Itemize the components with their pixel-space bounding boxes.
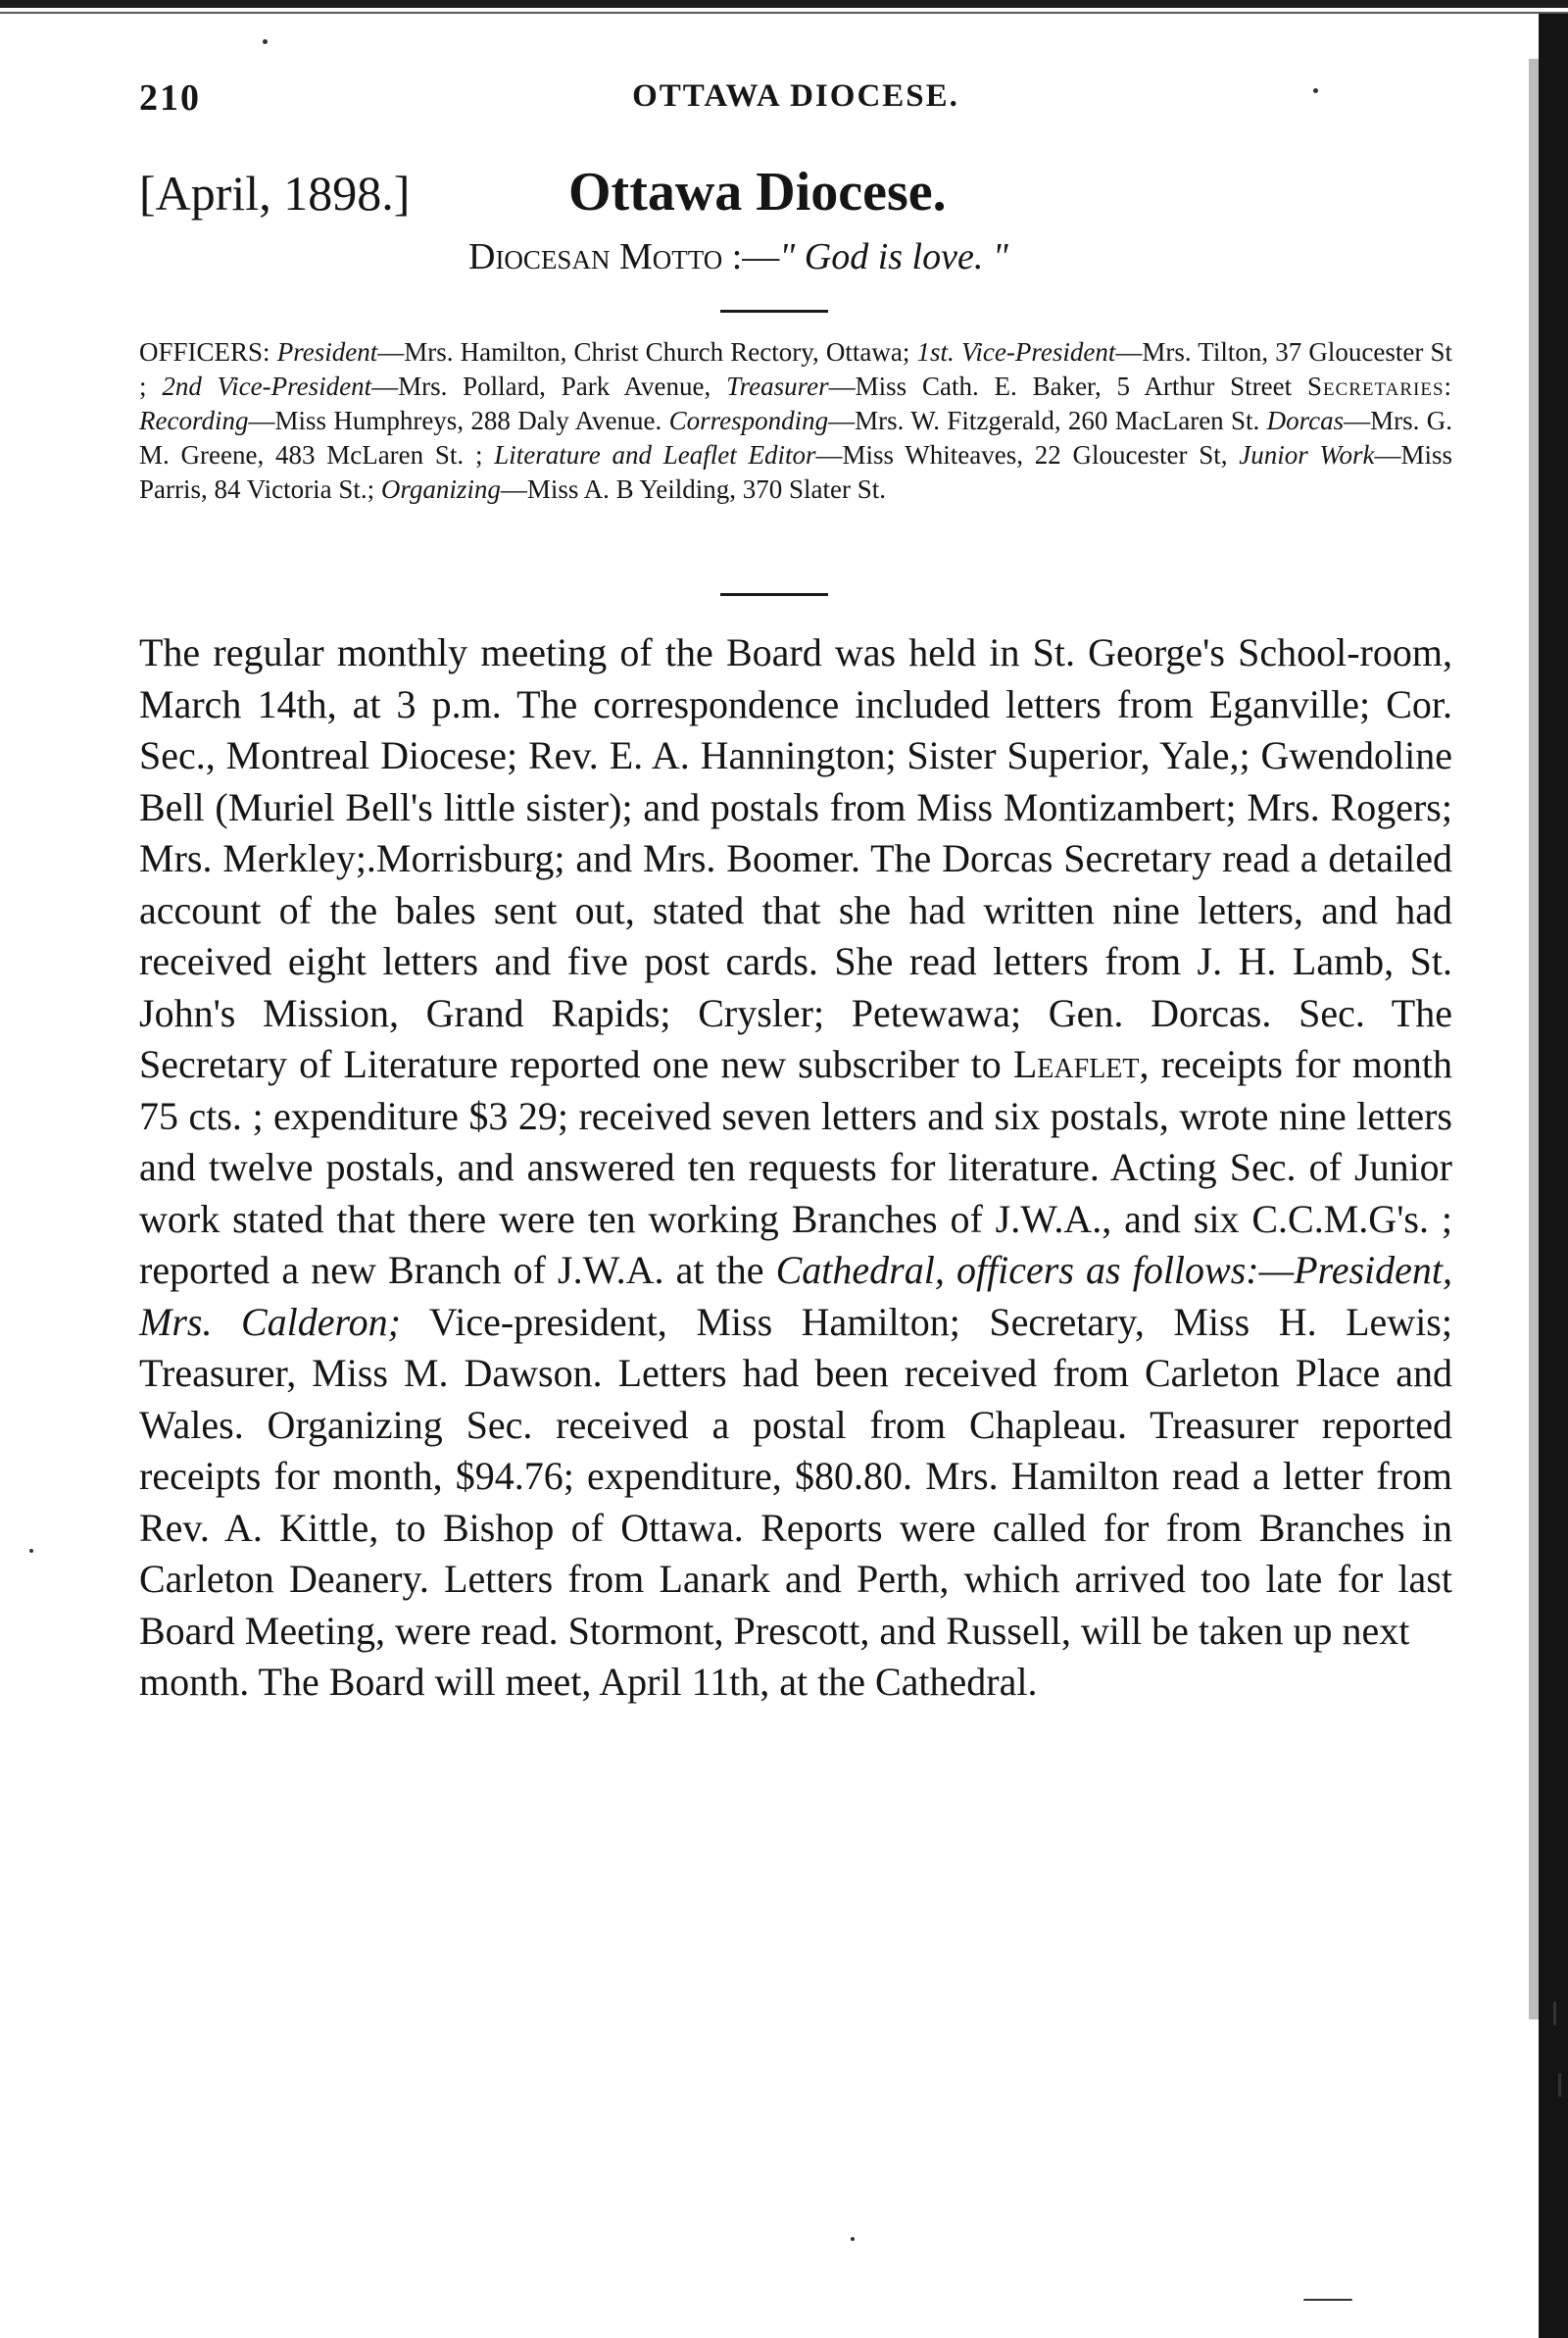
page-number: 210 bbox=[139, 77, 201, 119]
motto-text: " God is love. " bbox=[779, 236, 1008, 277]
diocese-title: Ottawa Diocese. bbox=[568, 162, 947, 223]
scan-speck bbox=[1313, 88, 1318, 93]
officer-title: Corresponding bbox=[668, 406, 829, 435]
officer-entry: —Mrs. Pollard, Park Avenue, bbox=[371, 372, 711, 401]
officers-label: OFFICERS: bbox=[139, 337, 270, 367]
officer-title: Recording bbox=[139, 406, 249, 435]
scan-speck bbox=[851, 2237, 855, 2241]
officer-title: 2nd Vice-President bbox=[162, 372, 372, 401]
motto-label: Diocesan Motto :— bbox=[468, 236, 780, 277]
officer-title: Organizing bbox=[380, 474, 501, 504]
scan-speck bbox=[1558, 2073, 1561, 2097]
report-text: , receipts for month 75 cts. ; expenditure $3 29; received seven letters and six postals, wrote nine letters and twelve postals, and answered ten requests for literature. Acting Sec. of Junior work stated that there were ten working Branches of J.W.A., and six C.C.M.G's. ; reported a new Branch of J.W.A. at the bbox=[139, 1042, 1452, 1292]
scan-top-border bbox=[0, 0, 1568, 8]
divider-rule bbox=[720, 310, 828, 313]
divider-rule bbox=[720, 593, 828, 596]
scan-speck bbox=[1553, 2002, 1556, 2025]
scan-top-line bbox=[0, 12, 1568, 14]
scan-speck bbox=[263, 39, 268, 44]
officer-entry: —Miss A. B Yeilding, 370 Slater St. bbox=[500, 474, 886, 504]
diocesan-motto bbox=[468, 235, 1008, 278]
report-text: The regular monthly meeting of the Board was held in St. George's School-room, March 14th, at 3 p.m. The correspondence included letters from Eganville; Cor. Sec., Montreal Diocese; Rev. E. A. Hannington; Sister Superior, Yale,; Gwendoline Bell (Muriel Bell's little sister); and postals from Miss Montizambert; Mrs. Rogers; Mrs. Merkley;.Morrisburg; and Mrs. Boomer. The Dorcas Secretary read a detailed account of the bales sent out, stated that she had written nine letters, and had received eight letters and five post cards. She read letters from J. H. Lamb, St. John's Mission, Grand Rapids; Crysler; Petewawa; Gen. Dorcas. Sec. The Secretary of Literature reported one new subscriber to bbox=[139, 630, 1452, 1086]
leaflet-name: Leaflet bbox=[1012, 1042, 1140, 1086]
scan-right-edge bbox=[1539, 14, 1568, 2338]
scan-speck bbox=[1303, 2299, 1352, 2301]
officer-entry: —Miss Parris, 84 Victoria St.; bbox=[139, 440, 1453, 504]
report-last-line: month. The Board will meet, April 11th, at the Cathedral. bbox=[139, 1660, 1038, 1704]
officer-entry: —Miss Humphreys, 288 Daly Avenue. bbox=[248, 406, 662, 435]
officers-block bbox=[139, 335, 1452, 507]
report-text: Vice-president, Miss Hamilton; Secretary, Miss H. Lewis; Treasurer, Miss M. Dawson. Letters had been received from Carleton Place and Wales. Organizing Sec. received a postal from Chapleau. Treasurer reported receipts for month, $94.76; expenditure, $80.80. Mrs. Hamilton read a letter from Rev. A. Kittle, to Bishop of Ottawa. Reports were called for from Branches in Carleton Deanery. Letters from Lanark and Perth, which arrived too late for last Board Meeting, were read. Stormont, Prescott, and Russell, will be taken up next bbox=[139, 1299, 1452, 1653]
meeting-report bbox=[139, 627, 1452, 1709]
officer-entry: —Mrs. G. M. Greene, 483 McLaren St. ; bbox=[139, 406, 1452, 470]
officer-entry: —Miss Whiteaves, 22 Gloucester St, bbox=[815, 440, 1228, 470]
dateline: [April, 1898.] bbox=[139, 166, 411, 221]
officer-title: Literature and Leaflet Editor bbox=[494, 440, 816, 470]
officer-entry: —Miss Cath. E. Baker, 5 Arthur Street bbox=[828, 372, 1293, 401]
scan-speck bbox=[29, 1549, 33, 1553]
officer-title: Junior Work bbox=[1239, 440, 1375, 470]
officer-entry: —Mrs. W. Fitzgerald, 260 MacLaren St. bbox=[828, 406, 1260, 435]
secretaries-label: Secretaries: bbox=[1306, 372, 1453, 401]
officer-entry: —Mrs. Hamilton, Christ Church Rectory, Ottawa; bbox=[377, 337, 910, 367]
running-head bbox=[139, 76, 1452, 131]
officer-title: Dorcas bbox=[1266, 406, 1345, 435]
officer-title: President bbox=[276, 337, 378, 367]
report-italic-text: Cathedral, officers as follows:—President, Mrs. Calderon; bbox=[139, 1248, 1452, 1344]
officer-entry: —Mrs. Tilton, 37 Gloucester St ; bbox=[139, 337, 1453, 401]
running-title: OTTAWA DIOCESE. bbox=[632, 78, 959, 114]
scan-right-shadow bbox=[1529, 59, 1539, 2019]
officer-title: 1st. Vice-President bbox=[916, 337, 1116, 367]
officer-title: Treasurer bbox=[726, 372, 829, 401]
